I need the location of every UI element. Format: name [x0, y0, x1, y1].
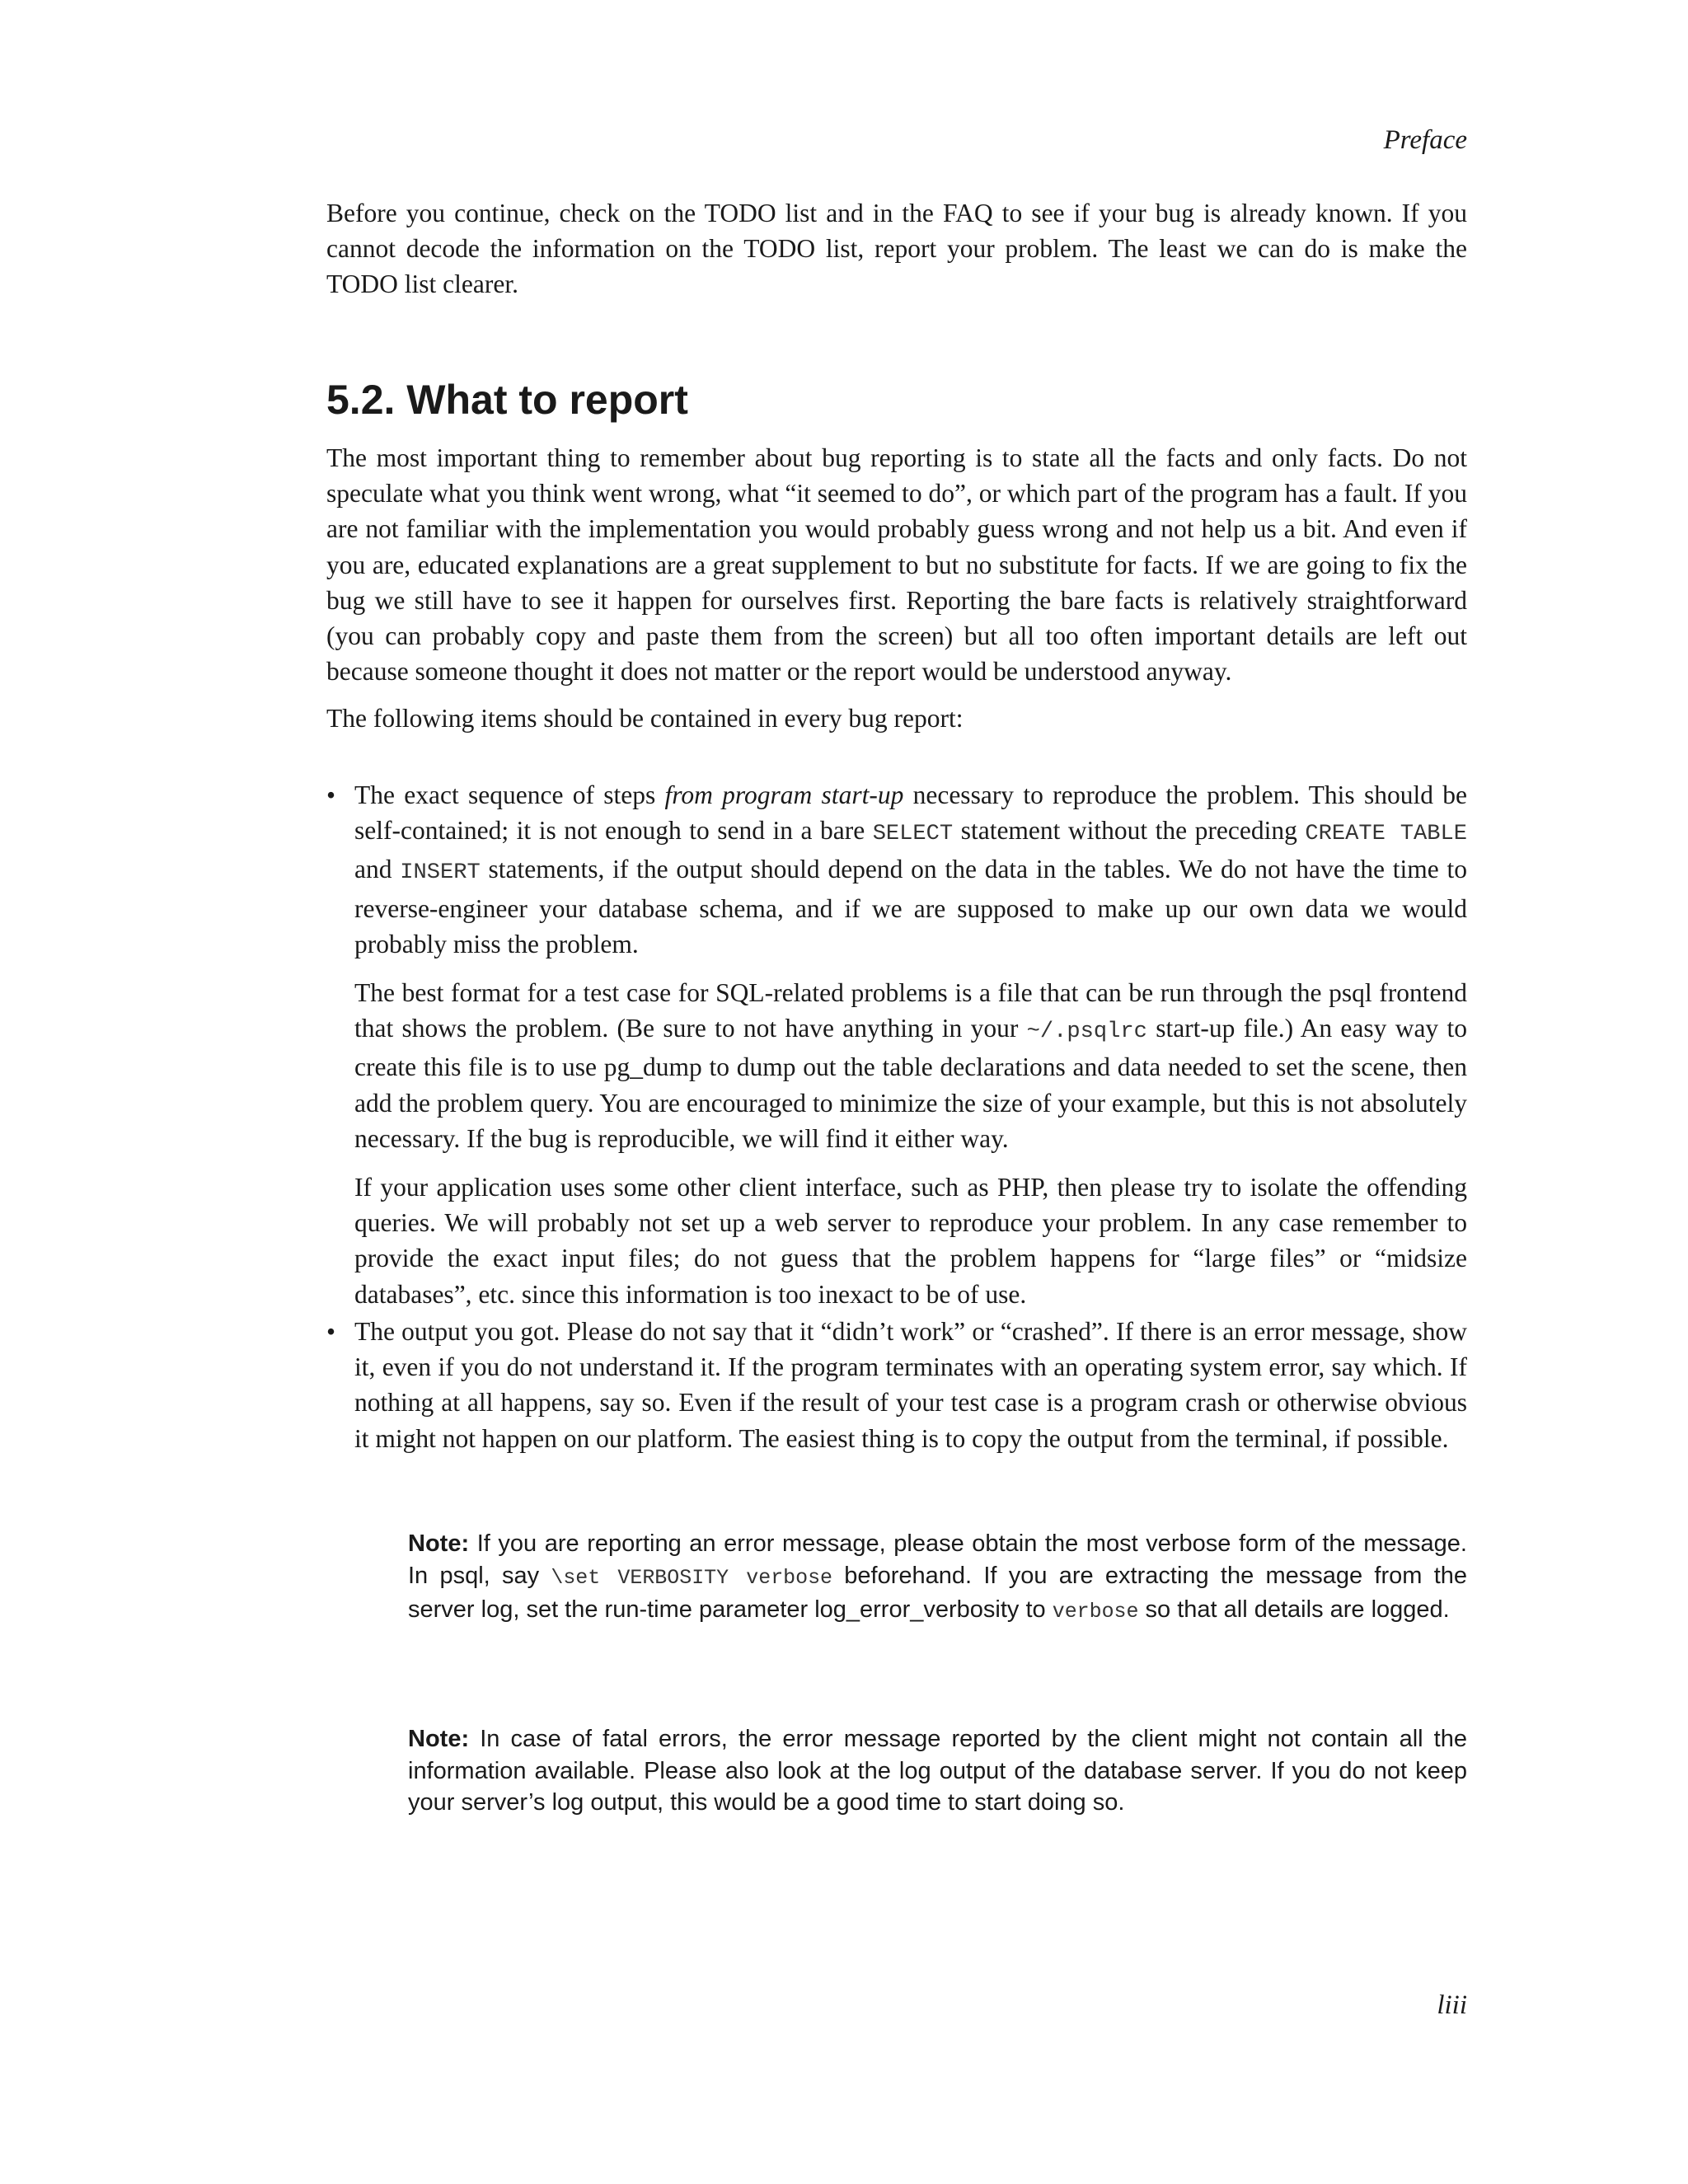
note-label: Note: [408, 1726, 470, 1752]
items-intro-paragraph: The following items should be contained in every bug report: [326, 704, 964, 733]
section-heading: 5.2. What to report [326, 377, 688, 423]
bullet-icon: • [326, 780, 336, 809]
emphasis-text: from program start-up [664, 780, 904, 809]
list-item-output [326, 1314, 1467, 1456]
bullet-icon: • [326, 1317, 336, 1346]
code-insert: INSERT [400, 860, 481, 886]
facts-paragraph: The most important thing to remember about bug reporting is to state all the facts and only facts. Do not speculate what you think went wrong, what “it seemed to do”, or which part of the program has a fault. If you are not familiar with the implementation you would probably guess wrong and not help us a bit. And even if you are, educated explanations are a great supplement to but no substitute for facts. If we are going to fix the bug we still have to see it happen for ourselves first. Reporting the bare facts is relatively straightforward (you can probably copy and paste them from the screen) but all too often important details are left out because someone thought it does not matter or the report would be understood anyway. [326, 443, 1467, 687]
page-number: liii [1437, 1990, 1467, 2020]
test-case-paragraph: The best format for a test case for SQL-related problems is a file that can be run through the psql frontend that shows the problem. (Be sure to not have anything in your ~/.psqlrc start-up file.) An easy way to create this file is to use pg_dump to dump out the table declarations and data needed to set the scene, then add the problem query. You are encouraged to minimize the size of your example, but this is not absolutely necessary. If the bug is reproducible, we will find it either way. [354, 978, 1467, 1153]
code-verbose: verbose [1052, 1601, 1139, 1624]
note-verbose-error: Note: If you are reporting an error message, please obtain the most verbose form of the message. In psql, say \set VERBOSITY verbose beforehand. If you are extracting the message from the server log, set the run-time parameter log_error_verbosity to verbose so that all details are logged. [408, 1530, 1468, 1624]
bug-report-items-list [326, 777, 1467, 1312]
code-create-table: CREATE TABLE [1305, 821, 1468, 847]
bug-report-items-list-continued [326, 1314, 1467, 1456]
running-header: Preface [1383, 125, 1467, 155]
list-item-steps [326, 777, 1467, 1312]
note-fatal-errors: Note: In case of fatal errors, the error message reported by the client might not contain all the information available. Please also look at the log output of the database server. If you do not keep your server’s log output, this would be a good time to start doing so. [408, 1726, 1467, 1816]
intro-paragraph: Before you continue, check on the TODO list and in the FAQ to see if your bug is already known. If you cannot decode the information on the TODO list, report your problem. The least we can do is make the TODO list clearer. [326, 199, 1467, 299]
code-select: SELECT [872, 821, 954, 847]
steps-paragraph: The exact sequence of steps from program start-up necessary to reproduce the problem. This should be self-contained; it is not enough to send in a bare SELECT statement without the preceding CREATE TABLE and INSERT statements, if the output should depend on the data in the tables. We do not have the time to reverse-engineer your database schema, and if we are supposed to make up our own data we would probably miss the problem. [354, 780, 1468, 958]
code-psqlrc: ~/.psqlrc [1026, 1019, 1147, 1045]
client-interface-paragraph: If your application uses some other client interface, such as PHP, then please try to isolate the offending queries. We will probably not set up a web server to reproduce your problem. In any case remember to provide the exact input files; do not guess that the problem happens for “large files” or “midsize databases”, etc. since this information is too inexact to be of use. [354, 1173, 1467, 1309]
code-set-verbosity: \set VERBOSITY verbose [551, 1566, 833, 1590]
note-label: Note: [408, 1530, 470, 1557]
output-paragraph: The output you got. Please do not say that it “didn’t work” or “crashed”. If there is an error message, show it, even if you do not understand it. If the program terminates with an operating system error, say which. If nothing at all happens, say so. Even if the result of your test case is a program crash or otherwise obvious it might not happen on our platform. The easiest thing is to copy the output from the terminal, if possible. [354, 1317, 1467, 1453]
